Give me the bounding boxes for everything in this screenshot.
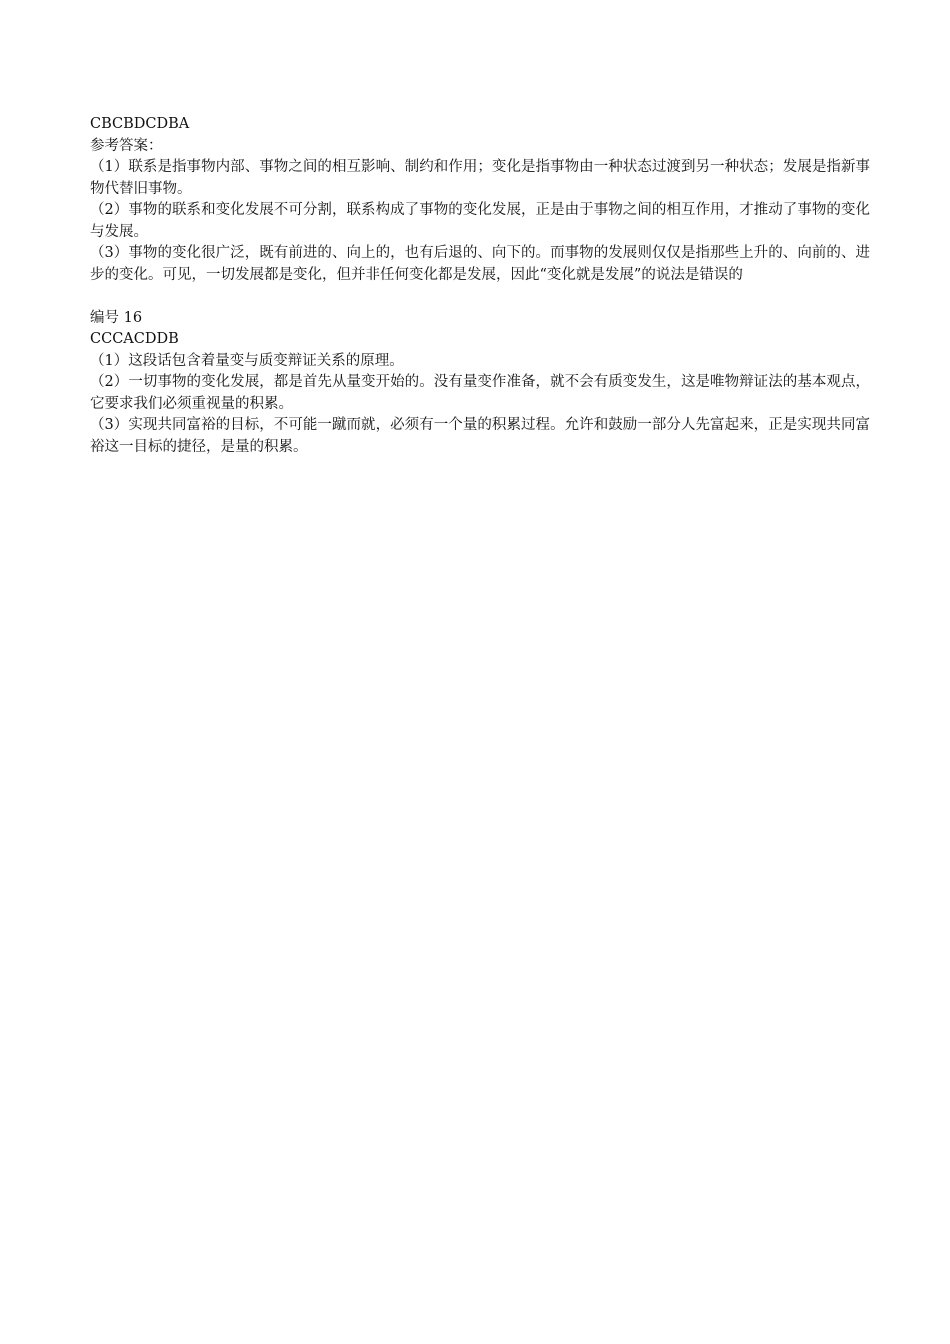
section-2 [90, 308, 870, 459]
answer-key-2: CCCACDDB [90, 331, 179, 347]
answer-paragraph-2-3: （3）实现共同富裕的目标，不可能一蹴而就，必须有一个量的积累过程。允许和鼓励一部分人先富起来，正是实现共同富裕这一目标的捷径，是量的积累。 [90, 417, 870, 455]
reference-answer-label: 参考答案： [90, 137, 163, 154]
answer-paragraph-1-2: （2）事物的联系和变化发展不可分割，联系构成了事物的变化发展，正是由于事物之间的相互作用，才推动了事物的变化与发展。 [90, 202, 870, 240]
answer-key-1: CBCBDCDBA [90, 116, 190, 132]
item-number: 编号 16 [90, 309, 143, 326]
answer-paragraph-2-1: （1）这段话包含着量变与质变辩证关系的原理。 [90, 352, 404, 369]
answer-paragraph-1-1: （1）联系是指事物内部、事物之间的相互影响、制约和作用；变化是指事物由一种状态过渡到另一种状态；发展是指新事物代替旧事物。 [90, 159, 870, 197]
section-gap [90, 286, 870, 308]
section-1 [90, 114, 870, 286]
answer-paragraph-2-2: （2）一切事物的变化发展，都是首先从量变开始的。没有量变作准备，就不会有质变发生，这是唯物辩证法的基本观点，它要求我们必须重视量的积累。 [90, 374, 870, 412]
document-page [90, 114, 870, 458]
answer-paragraph-1-3: （3）事物的变化很广泛，既有前进的、向上的，也有后退的、向下的。而事物的发展则仅仅是指那些上升的、向前的、进步的变化。可见，一切发展都是变化，但并非任何变化都是发展，因此“变化就是发展”的说法是错误的 [90, 245, 870, 283]
